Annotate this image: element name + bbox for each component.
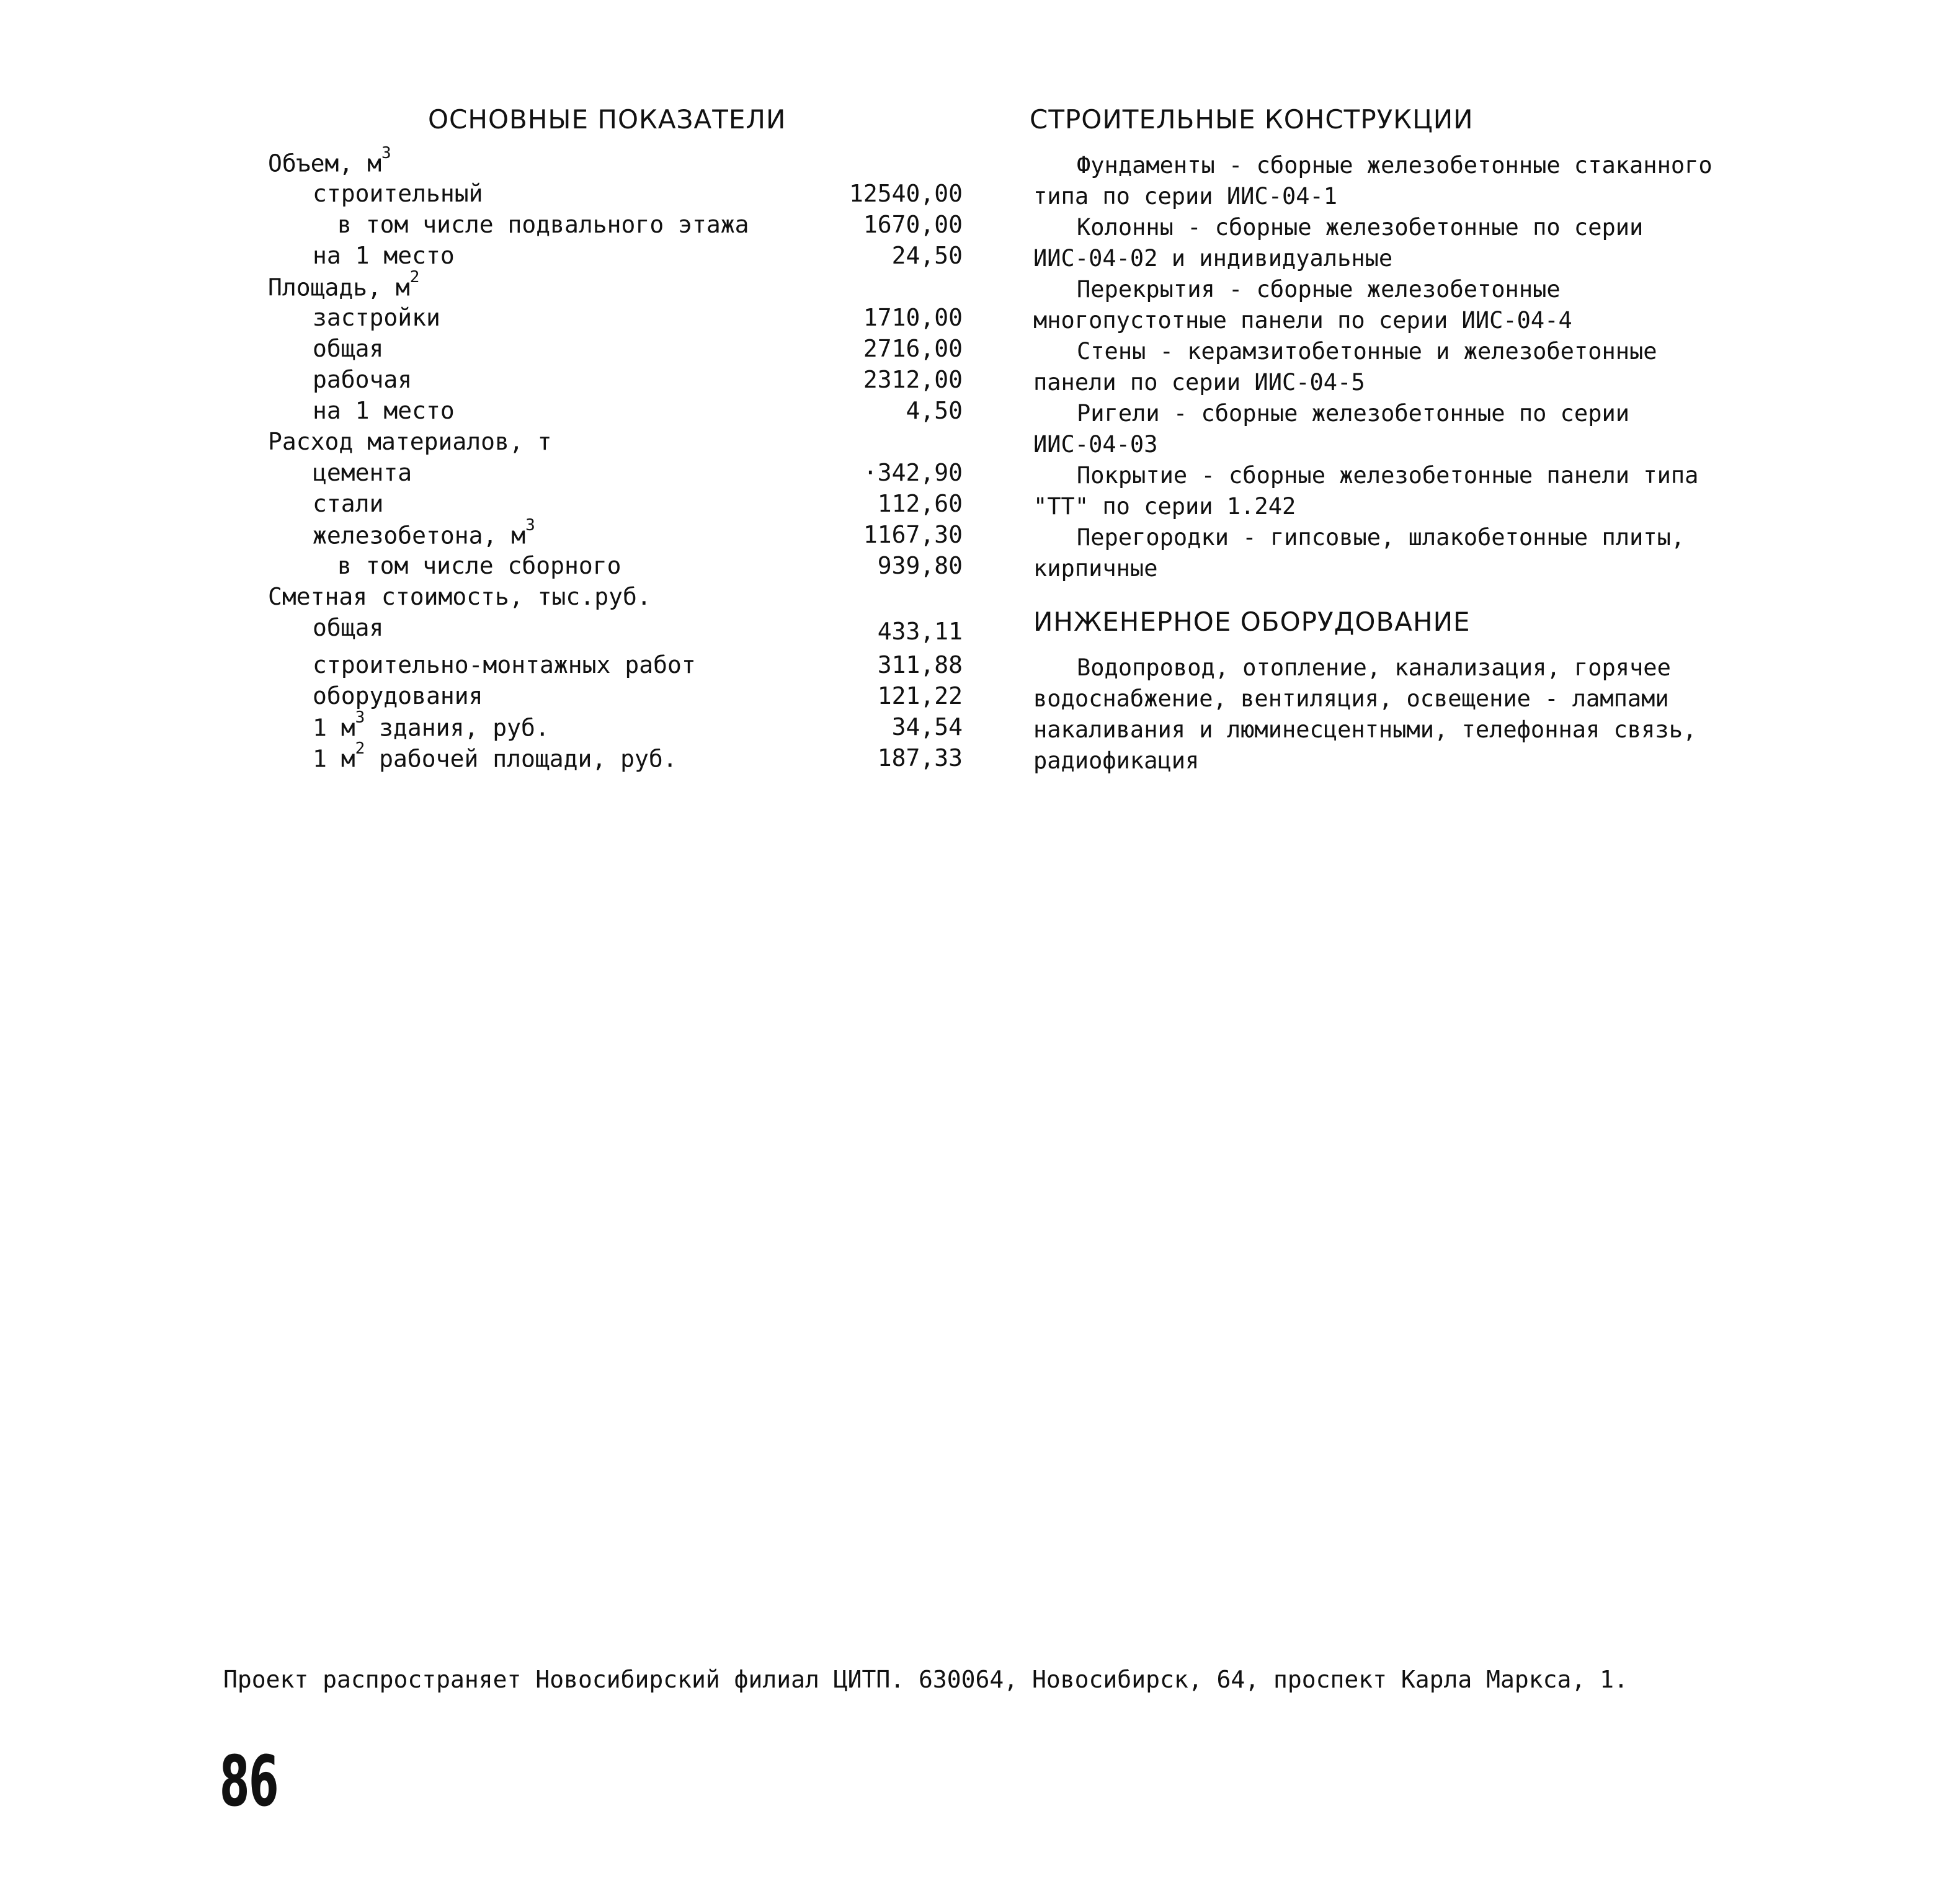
- indicators-heading: ОСНОВНЫЕ ПОКАЗАТЕЛИ: [428, 104, 786, 135]
- indicator-row: [268, 304, 963, 335]
- indicator-row: [268, 583, 963, 614]
- indicator-value: ·342,90: [863, 459, 963, 486]
- indicator-row: [268, 682, 963, 713]
- indicator-row: [268, 739, 963, 775]
- indicator-label-suffix: здания, руб.: [365, 714, 550, 742]
- indicator-unit-superscript: 2: [355, 739, 365, 758]
- indicator-label: 1 м: [313, 714, 355, 742]
- indicator-value: 433,11: [877, 618, 963, 645]
- indicator-row: [268, 335, 963, 366]
- indicator-label: цемента: [313, 459, 412, 486]
- partitions-paragraph: Перегородки - гипсовые, шлакобетонные плиты, кирпичные: [1033, 524, 1685, 582]
- indicator-label: общая: [313, 614, 384, 641]
- indicator-label: стали: [313, 490, 384, 517]
- indicator-value: 24,50: [891, 242, 963, 269]
- indicator-row: [268, 268, 963, 304]
- indicator-row: [268, 211, 963, 242]
- indicator-row: [268, 552, 963, 583]
- indicator-label: оборудования: [313, 682, 483, 710]
- engineering-heading: ИНЖЕНЕРНОЕ ОБОРУДОВАНИЕ: [1033, 607, 1471, 637]
- roof-paragraph: Покрытие - сборные железобетонные панели типа "ТТ" по серии 1.242: [1033, 462, 1699, 520]
- indicator-row: [268, 242, 963, 273]
- footer-note: Проект распространяет Новосибирский филиал ЦИТП. 630064, Новосибирск, 64, проспект Карла Маркса, 1.: [223, 1666, 1628, 1693]
- indicator-value: 112,60: [877, 490, 963, 517]
- indicator-row: [268, 516, 963, 552]
- indicator-label: строительный: [313, 180, 483, 207]
- girders-paragraph: Ригели - сборные железобетонные по серии ИИС-04-03: [1033, 400, 1630, 458]
- indicator-label: строительно-монтажных работ: [313, 651, 696, 678]
- page-number: 86: [220, 1742, 278, 1822]
- indicator-label: в том числе сборного: [337, 552, 621, 579]
- indicator-label: железобетона, м: [313, 522, 526, 549]
- foundations-paragraph: Фундаменты - сборные железобетонные стаканного типа по серии ИИС-04-1: [1033, 152, 1713, 210]
- indicator-label: Расход материалов, т: [268, 428, 552, 455]
- indicator-label: Объем, м: [268, 149, 382, 177]
- floors-paragraph: Перекрытия - сборные железобетонные многопустотные панели по серии ИИС-04-4: [1033, 276, 1572, 334]
- indicator-value: 1710,00: [863, 304, 963, 331]
- indicator-label: на 1 место: [313, 242, 455, 269]
- indicator-label: Площадь, м: [268, 274, 410, 301]
- indicator-label: общая: [313, 335, 384, 362]
- indicator-value: 187,33: [877, 744, 963, 772]
- indicator-label: Сметная стоимость, тыс.руб.: [268, 583, 651, 610]
- indicator-row: [268, 428, 963, 459]
- indicator-row: [268, 180, 963, 211]
- indicator-value: 1167,30: [863, 521, 963, 548]
- indicator-row: [268, 397, 963, 428]
- columns-paragraph: Колонны - сборные железобетонные по серии ИИС-04-02 и индивидуальные: [1033, 214, 1644, 272]
- indicator-value: 4,50: [906, 397, 963, 424]
- indicator-value: 939,80: [877, 552, 963, 579]
- indicator-label-suffix: рабочей площади, руб.: [365, 745, 677, 773]
- indicator-label: 1 м: [313, 745, 355, 773]
- indicator-value: 2716,00: [863, 335, 963, 362]
- walls-paragraph: Стены - керамзитобетонные и железобетонные панели по серии ИИС-04-5: [1033, 338, 1657, 396]
- indicator-value: 2312,00: [863, 366, 963, 393]
- indicator-value: 311,88: [877, 651, 963, 678]
- indicator-label: в том числе подвального этажа: [337, 211, 749, 238]
- indicator-value: 121,22: [877, 682, 963, 710]
- indicator-unit-superscript: 2: [409, 268, 420, 287]
- indicator-label: застройки: [313, 304, 440, 331]
- indicator-unit-superscript: 3: [381, 144, 391, 162]
- indicator-row: [268, 708, 963, 744]
- indicator-value: 12540,00: [849, 180, 963, 207]
- indicator-row: [268, 459, 963, 490]
- indicator-value: 1670,00: [863, 211, 963, 238]
- indicator-unit-superscript: 3: [525, 516, 535, 535]
- indicator-row: [268, 651, 963, 682]
- indicator-label: рабочая: [313, 366, 412, 393]
- engineering-paragraph: Водопровод, отопление, канализация, горячее водоснабжение, вентиляция, освещение - лампами накаливания и люминесцентными, телефонная связь, радиофикация: [1033, 654, 1697, 774]
- indicator-row: [268, 614, 963, 645]
- indicator-label: на 1 место: [313, 397, 455, 424]
- indicator-row: [268, 366, 963, 397]
- constructions-heading: СТРОИТЕЛЬНЫЕ КОНСТРУКЦИИ: [1030, 104, 1474, 135]
- indicator-unit-superscript: 3: [355, 708, 365, 727]
- indicator-row: [268, 490, 963, 521]
- indicator-row: [268, 144, 963, 180]
- indicator-value: 34,54: [891, 713, 963, 741]
